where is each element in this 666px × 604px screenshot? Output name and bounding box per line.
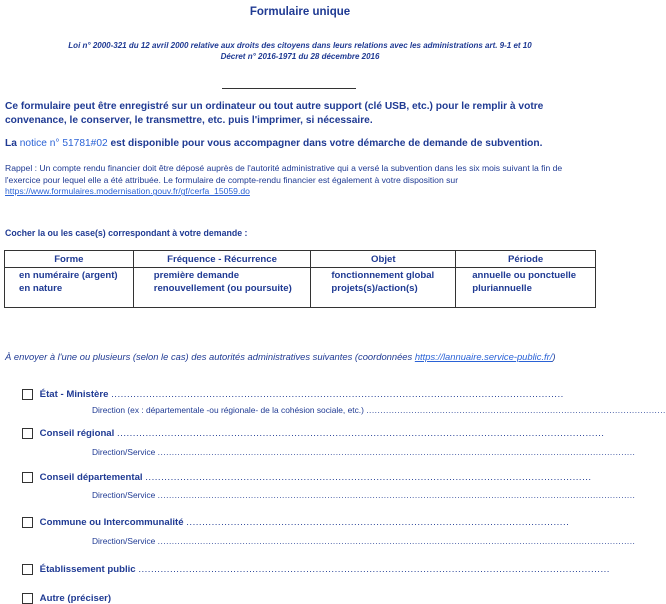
table-row bbox=[5, 268, 596, 308]
header-frequence: Fréquence - Récurrence bbox=[133, 251, 311, 268]
option-annuelle[interactable]: annuelle ou ponctuelle bbox=[472, 270, 577, 281]
notice-link[interactable]: notice n° 51781#02 bbox=[19, 138, 108, 149]
authority-commune-sub bbox=[92, 536, 635, 546]
table-header-row bbox=[5, 251, 596, 268]
option-pluriannuelle[interactable]: pluriannuelle bbox=[472, 282, 532, 294]
authority-sub-label: Direction/Service bbox=[92, 536, 156, 546]
cerfa-link[interactable]: https://www.formulaires.modernisation.gouv.fr/gf/cerfa_15059.do bbox=[5, 186, 250, 197]
authority-sub-label: Direction (ex : départementale -ou régionale- de la cohésion sociale, etc.) bbox=[92, 405, 364, 415]
checkbox-autre[interactable] bbox=[22, 593, 33, 604]
option-renouvellement[interactable]: renouvellement (ou poursuite) bbox=[153, 282, 292, 294]
checkbox-departement[interactable] bbox=[22, 472, 33, 483]
direction-field[interactable]: ......................................................................................................................................................................... bbox=[157, 536, 636, 546]
cell-frequence bbox=[133, 268, 311, 308]
law-line-1: Loi n° 2000-321 du 12 avril 2000 relative aux droits des citoyens dans leurs relations avec les administrations art. 9-1 et 10 bbox=[68, 41, 532, 50]
request-type-table bbox=[4, 250, 596, 308]
direction-field[interactable]: ......................................................................................................................................................................... bbox=[157, 447, 636, 457]
authority-label: Conseil départemental bbox=[39, 472, 143, 484]
rappel-body: Rappel : Un compte rendu financier doit être déposé auprès de l'autorité administrative qui a versé la subvention dans les six mois suivant la fin de l'exercice pour lequel elle a été attribuée. Le formulaire de compte-rendu financier est également à votre disposition sur bbox=[5, 163, 563, 185]
authority-region: Conseil régional .......................................................................................................................................................... bbox=[22, 428, 604, 439]
authority-label: État - Ministère bbox=[39, 389, 109, 401]
authority-label: Autre (préciser) bbox=[39, 593, 112, 604]
law-line-2: Décret n° 2016-1971 du 28 décembre 2016 bbox=[220, 52, 380, 61]
authority-departement: Conseil départemental ............................................................................................................................................. bbox=[22, 472, 592, 483]
option-fonctionnement[interactable]: fonctionnement global bbox=[331, 270, 435, 281]
checkbox-commune[interactable] bbox=[22, 517, 33, 528]
authority-label: Établissement public bbox=[39, 564, 136, 576]
cell-forme bbox=[5, 268, 134, 308]
notice-suffix: est disponible pour vous accompagner dans votre démarche de demande de subvention. bbox=[110, 138, 543, 149]
table-instruction: Cocher la ou les case(s) correspondant à votre demande : bbox=[5, 228, 248, 238]
direction-field[interactable]: .......................................................................................................... bbox=[366, 405, 666, 415]
authority-departement-sub bbox=[92, 490, 635, 500]
cell-objet bbox=[311, 268, 456, 308]
cell-periode bbox=[456, 268, 596, 308]
notice-line bbox=[5, 138, 595, 149]
direction-field[interactable]: ......................................................................................................................................................................... bbox=[157, 490, 636, 500]
authority-label: Commune ou Intercommunalité bbox=[39, 517, 184, 529]
notice-prefix: La bbox=[5, 138, 17, 149]
header-objet: Objet bbox=[311, 251, 456, 268]
annuaire-link[interactable]: https://lannuaire.service-public.fr/ bbox=[414, 351, 553, 362]
authority-region-sub bbox=[92, 447, 635, 457]
checkbox-etat[interactable] bbox=[22, 389, 33, 400]
authorities-intro: À envoyer à l'une ou plusieurs (selon le cas) des autorités administratives suivantes (coordonnées https://lannuaire.service-public.fr/) bbox=[5, 351, 556, 362]
separator-line bbox=[222, 88, 356, 89]
authority-commune: Commune ou Intercommunalité ......................................................................................................................... bbox=[22, 517, 569, 528]
header-periode: Période bbox=[456, 251, 596, 268]
authority-sub-label: Direction/Service bbox=[92, 447, 156, 457]
rappel-text bbox=[5, 163, 595, 198]
legal-references bbox=[20, 40, 580, 62]
checkbox-region[interactable] bbox=[22, 428, 33, 439]
authorities-intro-text: À envoyer à l'une ou plusieurs (selon le cas) des autorités administratives suivantes (coordonnées bbox=[5, 351, 413, 362]
option-numeraire[interactable]: en numéraire (argent) bbox=[19, 270, 118, 281]
form-title: Formulaire unique bbox=[249, 6, 351, 18]
option-premiere-demande[interactable]: première demande bbox=[153, 270, 240, 281]
authority-autre bbox=[22, 593, 111, 604]
authority-label: Conseil régional bbox=[39, 428, 115, 440]
authority-etat-sub bbox=[92, 405, 666, 415]
authority-etat: État - Ministère ............................................................................................................................................... bbox=[22, 389, 564, 400]
authority-sub-label: Direction/Service bbox=[92, 490, 156, 500]
intro-text: Ce formulaire peut être enregistré sur un ordinateur ou tout autre support (clé USB, etc.) pour le remplir à votre convenance, le conserver, le transmettre, etc. puis l'imprimer, si nécessaire. bbox=[5, 101, 544, 126]
option-projets[interactable]: projets(s)/action(s) bbox=[331, 282, 418, 294]
checkbox-etablissement[interactable] bbox=[22, 564, 33, 575]
option-nature[interactable]: en nature bbox=[19, 282, 63, 294]
header-forme: Forme bbox=[5, 251, 134, 268]
authority-etablissement: Établissement public ..................................................................................................................................................... bbox=[22, 564, 610, 575]
